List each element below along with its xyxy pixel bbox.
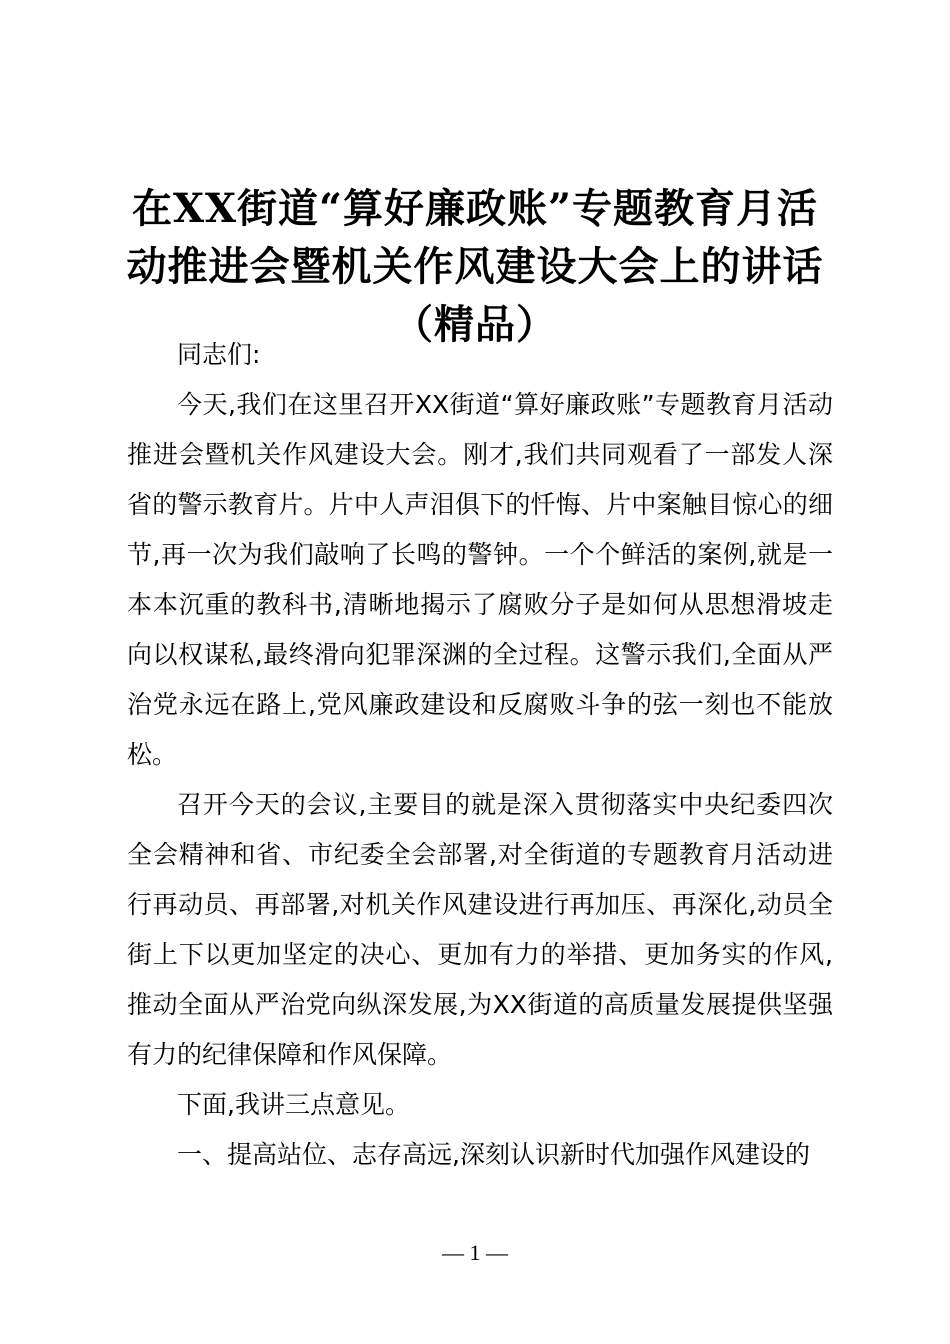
page-number: — 1 —: [442, 1240, 508, 1265]
salutation-paragraph: 同志们:: [177, 340, 261, 369]
section-heading-paragraph: 一、提高站位、志存高远,深刻认识新时代加强作风建设的: [177, 1140, 810, 1169]
body-paragraph: 召开今天的会议,主要目的就是深入贯彻落实中央纪委四次全会精神和省、市纪委全会部署,对全街道的专题教育月活动进行再动员、再部署,对机关作风建设进行再加压、再深化,动员全街上下以更加坚定的决心、更加有力的举措、更加务实的作风,推动全面从严治党向纵深发展,为XX街道的高质量发展提供坚强有力的纪律保障和作风保障。: [127, 790, 833, 1069]
document-body: [127, 330, 833, 1180]
document-title: 在XX街道“算好廉政账”专题教育月活动推进会暨机关作风建设大会上的讲话（精品）: [126, 185, 824, 348]
body-paragraph: 下面,我讲三点意见。: [177, 1090, 410, 1119]
body-paragraph: 今天,我们在这里召开XX街道“算好廉政账”专题教育月活动推进会暨机关作风建设大会。刚才,我们共同观看了一部发人深省的警示教育片。片中人声泪俱下的忏悔、片中案触目惊心的细节,再一次为我们敲响了长鸣的警钟。一个个鲜活的案例,就是一本本沉重的教科书,清晰地揭示了腐败分子是如何从思想滑坡走向以权谋私,最终滑向犯罪深渊的全过程。这警示我们,全面从严治党永远在路上,党风廉政建设和反腐败斗争的弦一刻也不能放松。: [127, 390, 833, 769]
